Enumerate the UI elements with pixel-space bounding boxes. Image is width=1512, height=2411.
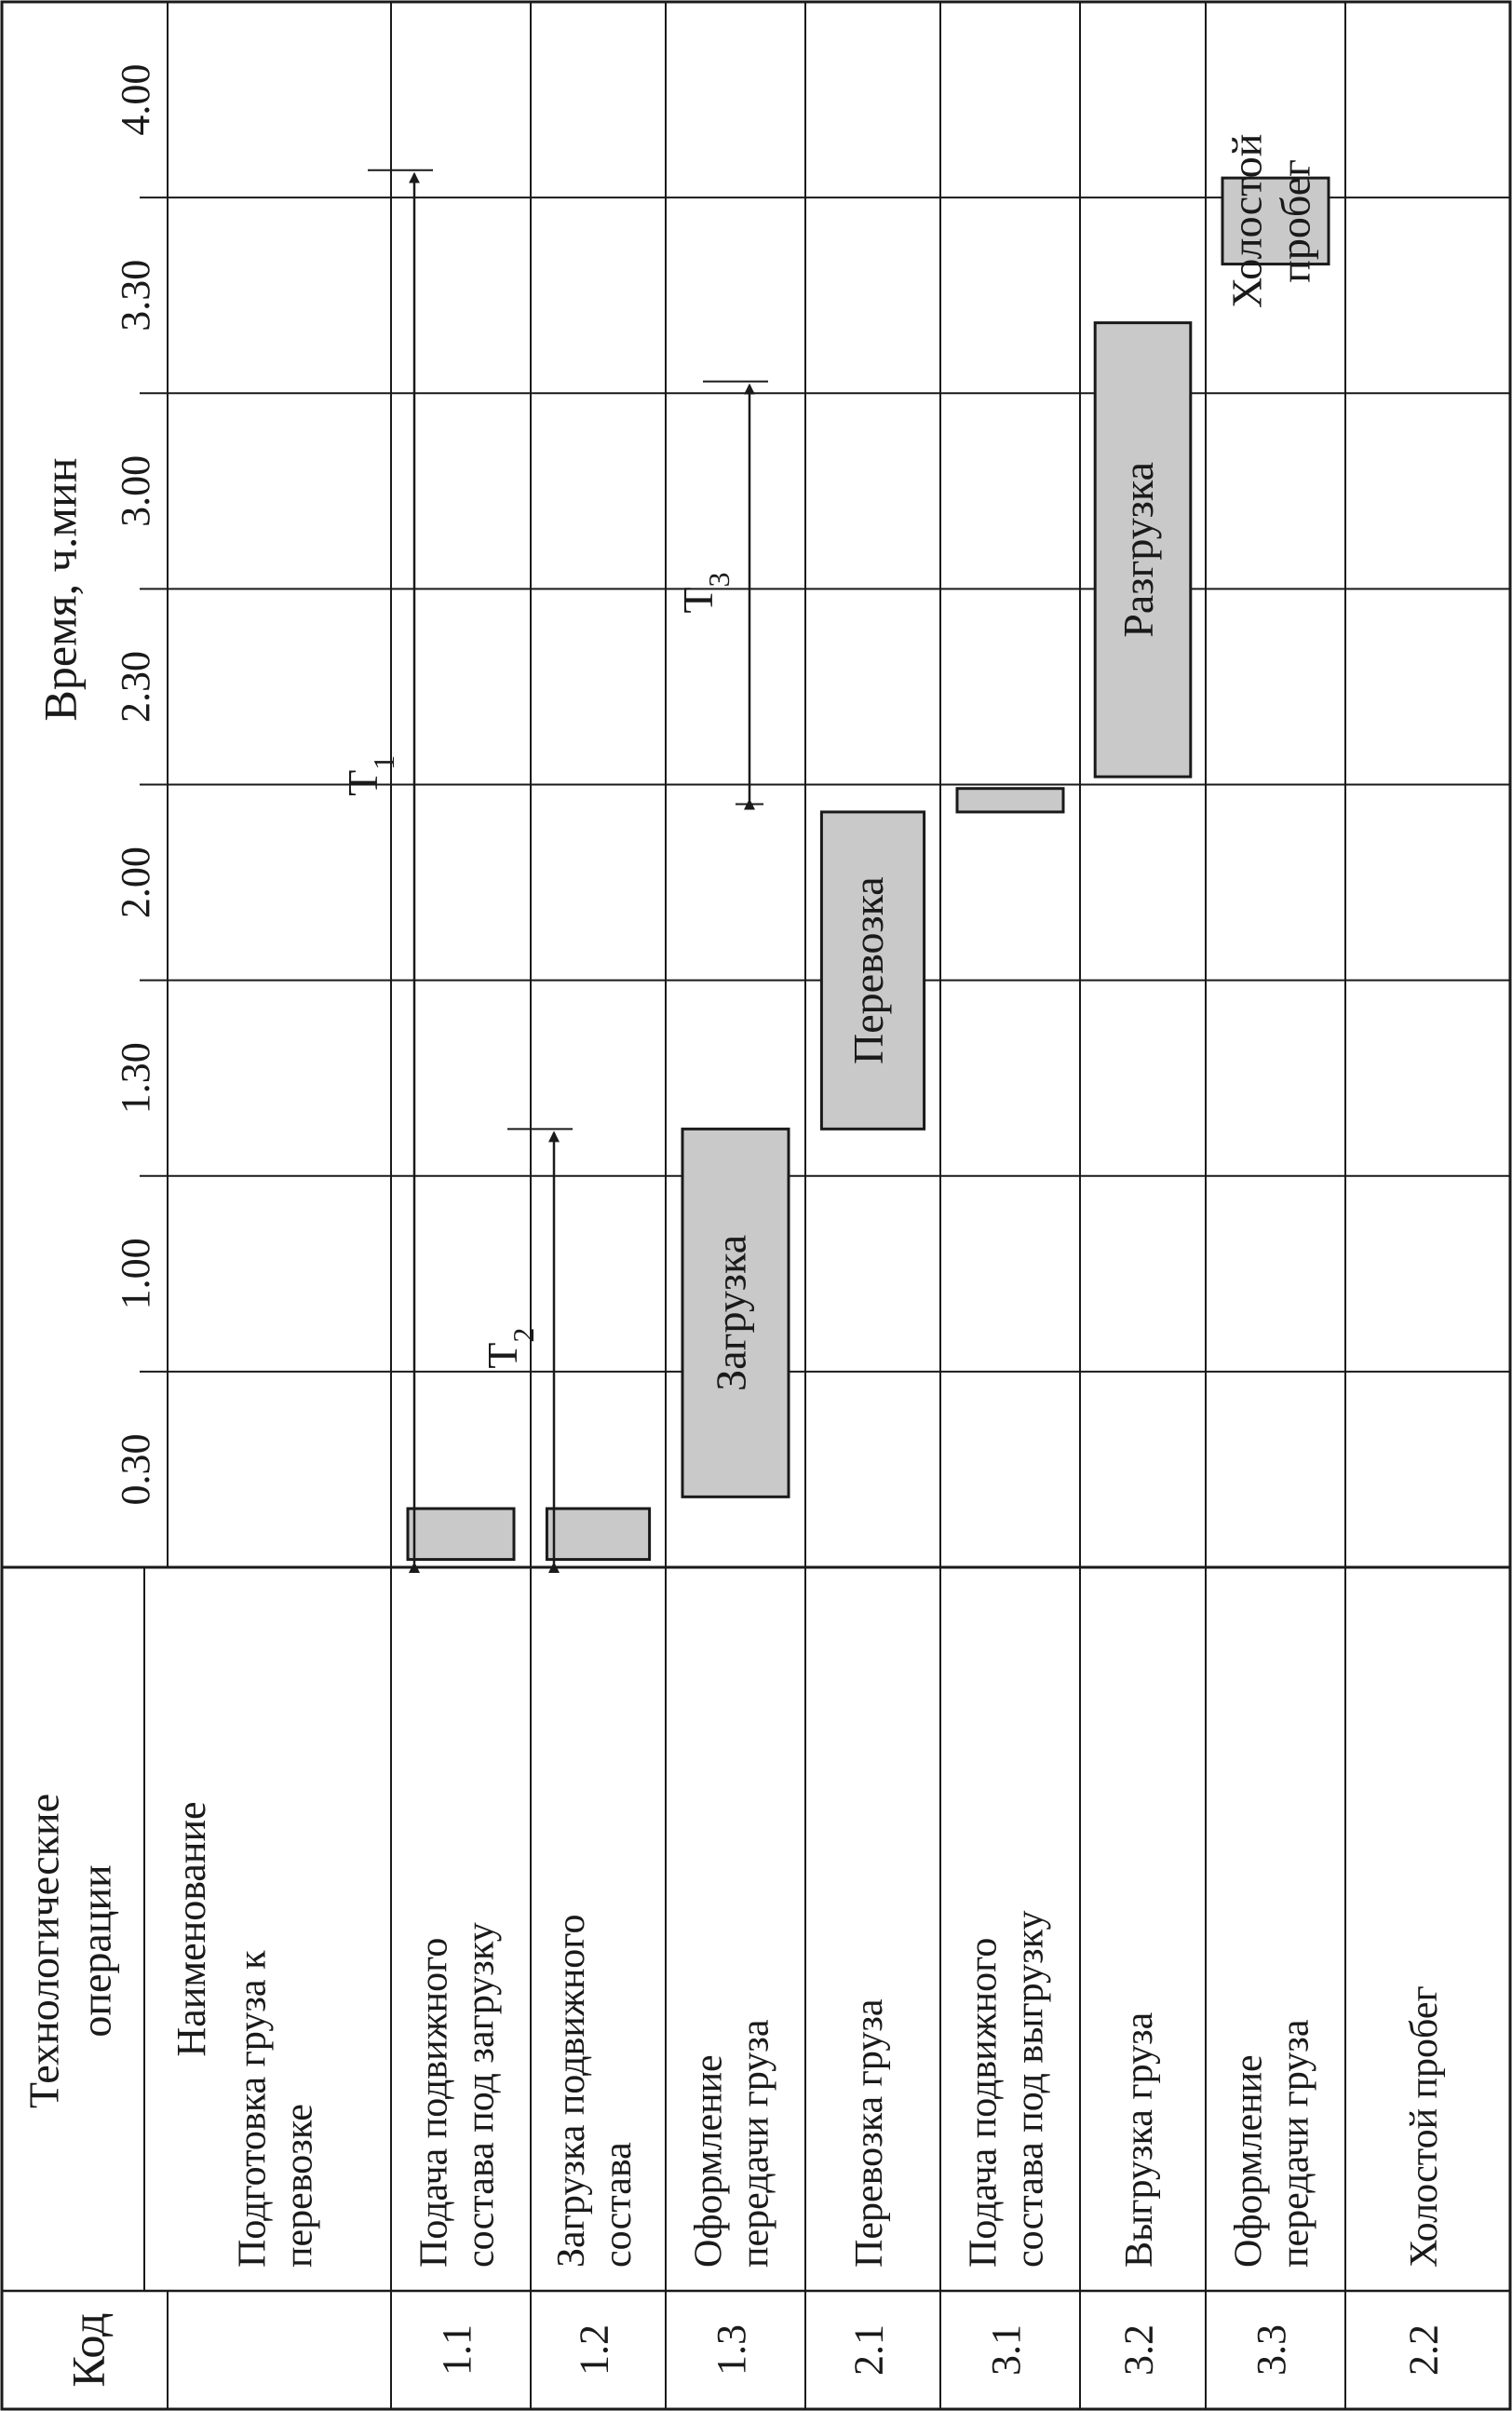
row-name: Подготовка груза к [231, 1950, 275, 2268]
time-tick-label: 3.30 [113, 259, 159, 332]
row-name: Оформление [1227, 2054, 1271, 2268]
bar-label: Перевозка [844, 876, 893, 1064]
row-name: Подача подвижного [962, 1937, 1006, 2268]
row-name: состава под выгрузку [1008, 1910, 1052, 2268]
header-name: Наименование [169, 1801, 215, 2057]
header-operations-line2: операции [72, 1864, 120, 2038]
interval-label: $Т_1$ [339, 754, 400, 796]
time-tick-label: 2.00 [113, 847, 159, 919]
gantt-bar [547, 1509, 649, 1560]
row-name: Выгрузка груза [1118, 2011, 1162, 2268]
row-code: 1.1 [434, 2324, 480, 2376]
row-name: Оформление [687, 2054, 731, 2268]
row-code: 3.3 [1249, 2324, 1295, 2376]
row-code: 2.2 [1400, 2324, 1447, 2376]
time-tick-label: 4.00 [113, 63, 159, 136]
time-tick-label: 2.30 [113, 650, 159, 723]
row-name: Перевозка груза [848, 1998, 892, 2268]
row-code: 3.2 [1115, 2324, 1162, 2376]
row-name: перевозке [277, 2104, 321, 2268]
row-name: состава под загрузку [459, 1922, 503, 2268]
bar-label: Холостой [1222, 133, 1271, 309]
header-operations-line1: Технологические [20, 1793, 68, 2109]
row-name: передачи груза [734, 2019, 777, 2268]
time-tick-label: 1.00 [113, 1238, 159, 1310]
time-tick-label: 1.30 [113, 1042, 159, 1115]
time-tick-label: 0.30 [113, 1433, 159, 1506]
header-time: Время, ч.мин [34, 457, 87, 722]
row-code: 3.1 [983, 2324, 1030, 2376]
row-code: 1.2 [571, 2324, 617, 2376]
row-name: Холостой пробег [1403, 1985, 1447, 2268]
interval-label: $Т_2$ [479, 1327, 540, 1369]
row-name: передачи груза [1274, 2019, 1317, 2268]
interval-label: $Т_3$ [674, 572, 736, 614]
gantt-bar [957, 789, 1063, 812]
row-name: Загрузка подвижного [550, 1914, 594, 2268]
bar-label: Разгрузка [1114, 462, 1163, 638]
gantt-bar [408, 1509, 514, 1560]
row-code: 2.1 [845, 2324, 892, 2376]
row-code: 1.3 [709, 2324, 755, 2376]
bar-label: пробег [1271, 158, 1319, 283]
row-name: состава [597, 2142, 641, 2268]
time-tick-label: 3.00 [113, 454, 159, 527]
row-name: Подача подвижного [412, 1937, 456, 2268]
header-code: Код [61, 2312, 115, 2388]
bar-label: Загрузка [707, 1234, 755, 1391]
